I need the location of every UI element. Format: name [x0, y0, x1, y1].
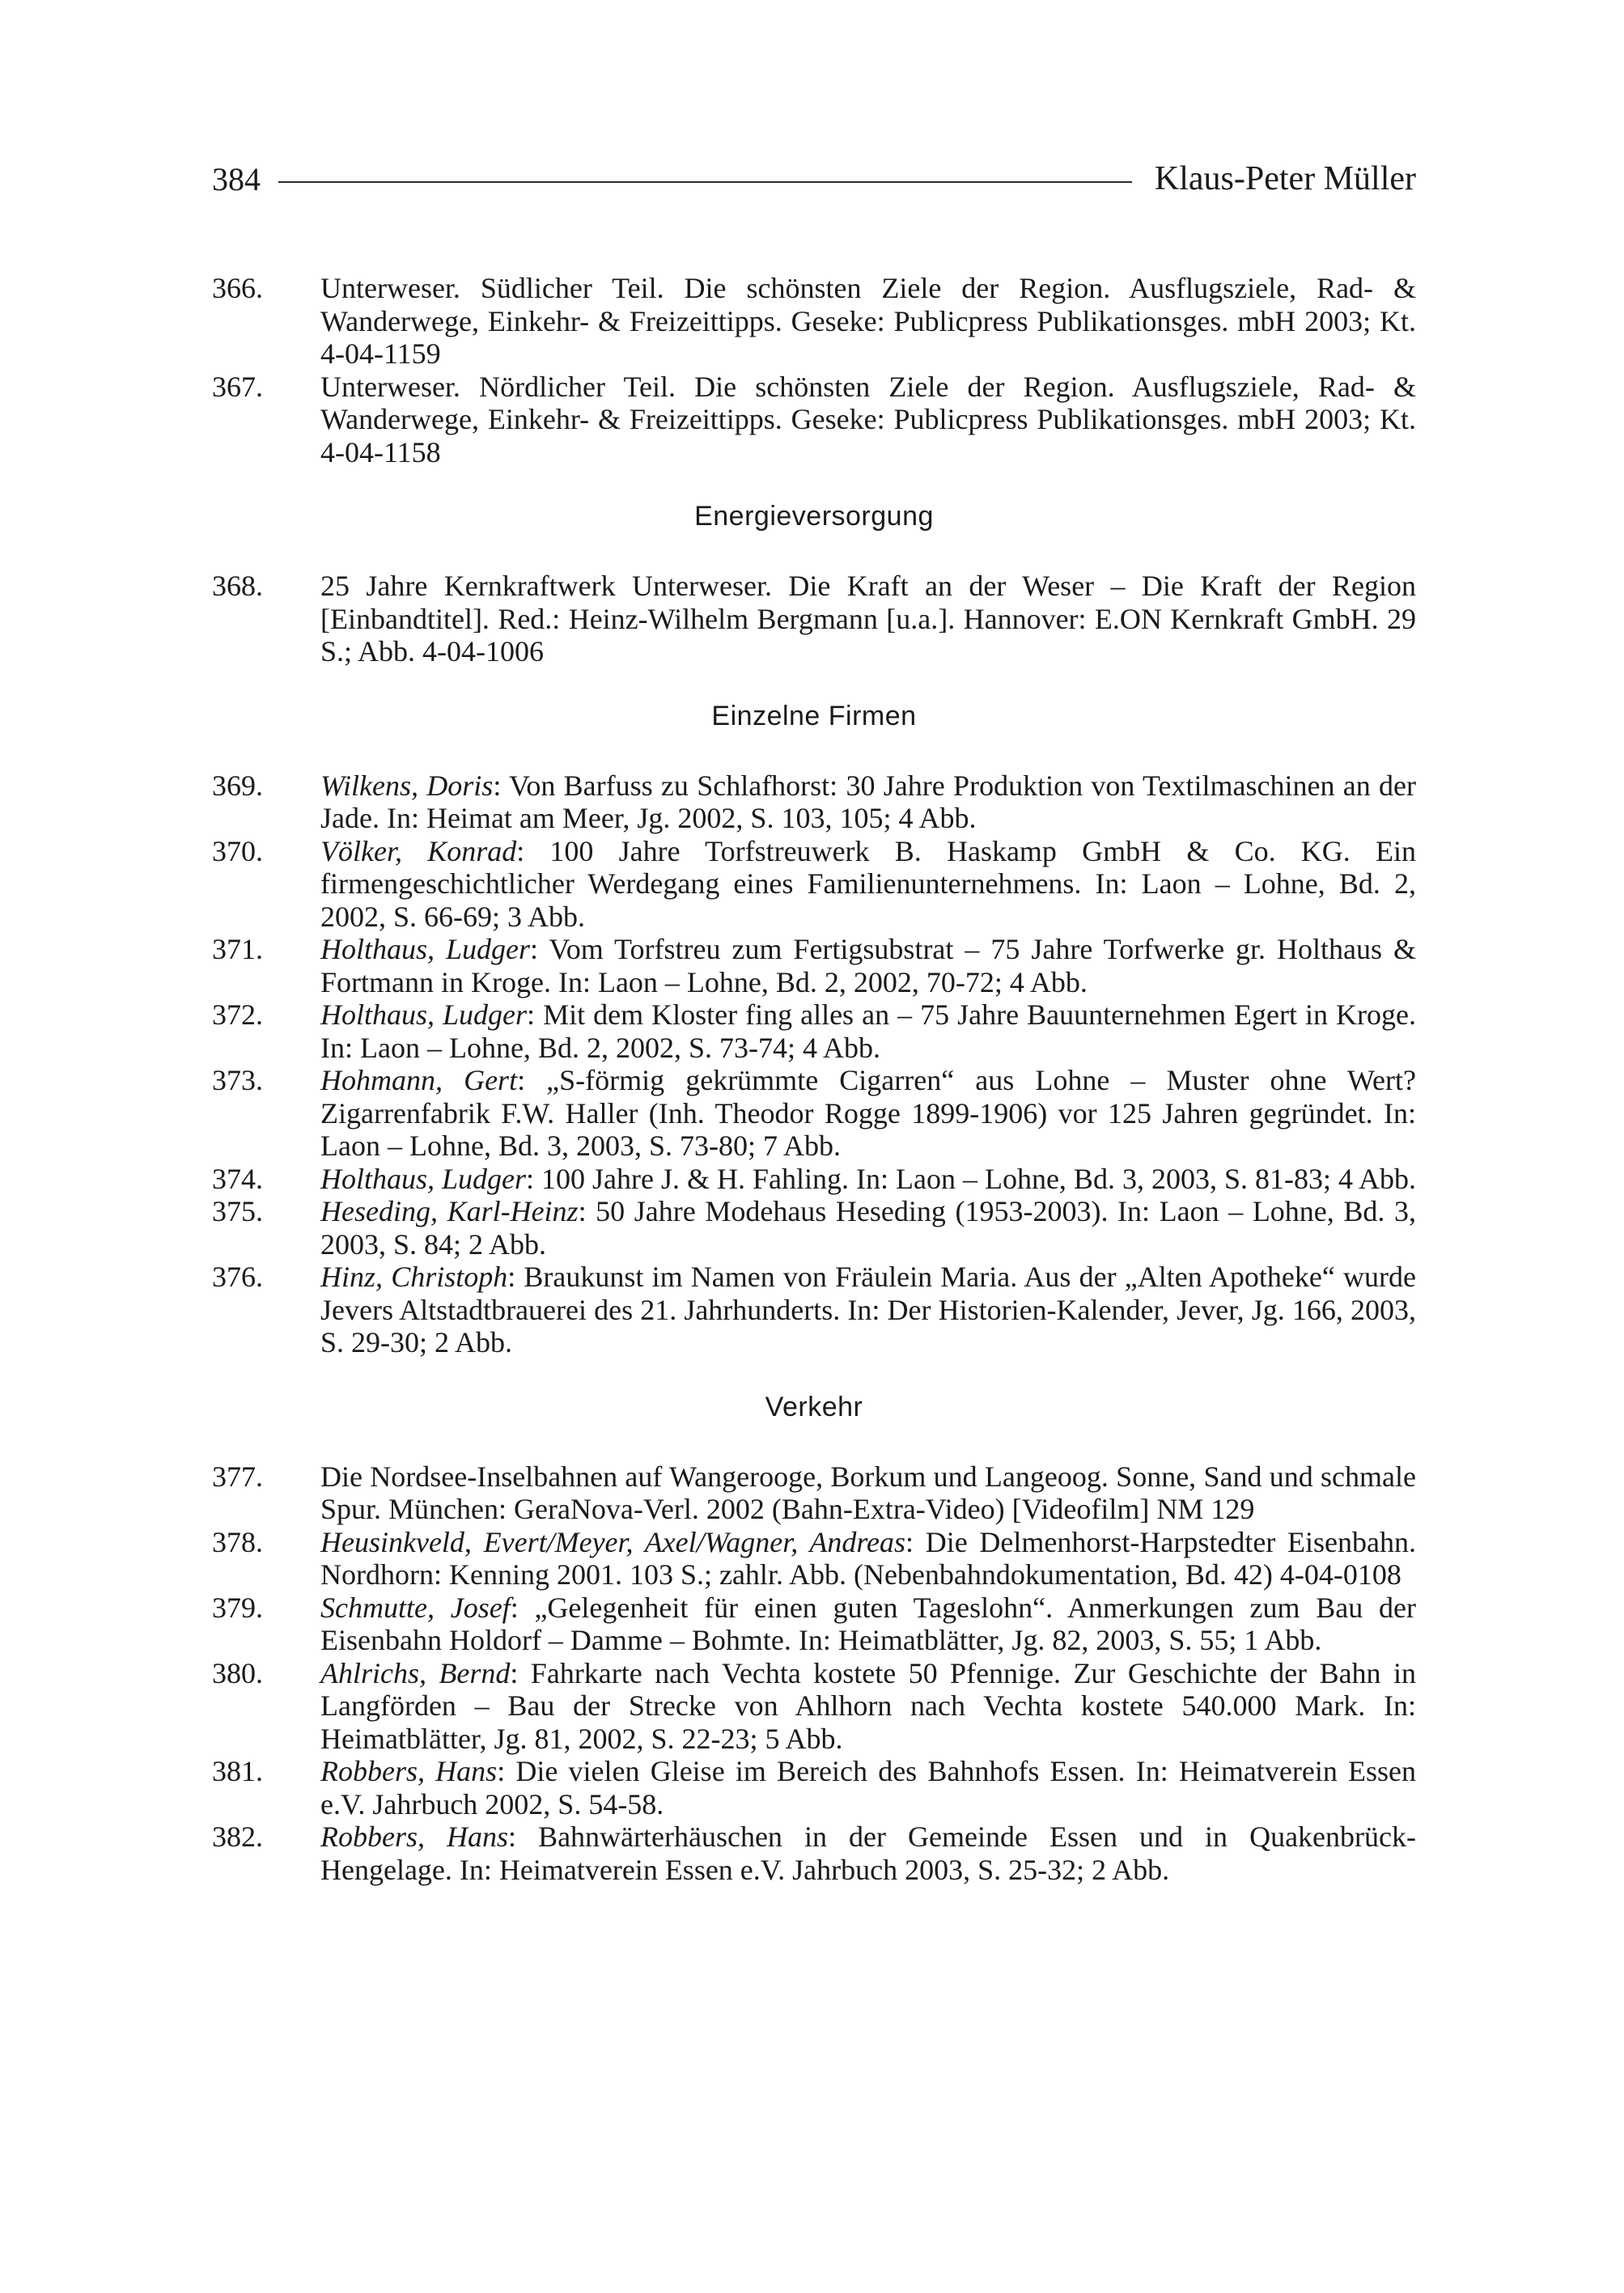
page-number: 384 — [212, 160, 261, 197]
entry-text — [320, 371, 1416, 469]
entry-text — [320, 1195, 1416, 1261]
bibliography-entry — [212, 769, 1416, 835]
entry-number: 370. — [212, 834, 263, 867]
entry-text — [320, 1064, 1416, 1163]
bibliography-entry — [212, 570, 1416, 668]
entry-citation: : Die vielen Gleise im Bereich des Bahnhofs Essen. In: Heimatverein Essen e.V. Jahrbuch 2002, S. 54-58. — [320, 1755, 1416, 1820]
bibliography-entry — [212, 1526, 1416, 1592]
entry-author: Hinz, Christoph — [320, 1261, 508, 1293]
entry-citation: : Mit dem Kloster fing alles an – 75 Jahre Bauunternehmen Egert in Kroge. In: Laon – Lohne, Bd. 2, 2002, S. 73-74; 4 Abb. — [320, 998, 1416, 1064]
entry-citation: : 100 Jahre Torfstreuwerk B. Haskamp GmbH & Co. KG. Ein firmengeschichtlicher Werdegang eines Familienunternehmens. In: Laon – Lohne, Bd. 2, 2002, S. 66-69; 3 Abb. — [320, 834, 1416, 933]
entry-number: 366. — [212, 272, 263, 304]
bibliography-entry — [212, 835, 1416, 934]
bibliography-entry — [212, 1592, 1416, 1657]
entry-citation: : „S-förmig gekrümmte Cigarren“ aus Lohne – Muster ohne Wert? Zigarrenfabrik F.W. Haller (Inh. Theodor Rogge 1899-1906) vor 125 Jahren gegründet. In: Laon – Lohne, Bd. 3, 2003, S. 73-80; 7 Abb. — [320, 1064, 1417, 1162]
bibliography-entry — [212, 1460, 1416, 1526]
entry-number: 367. — [212, 370, 263, 403]
bibliography-entry — [212, 1755, 1416, 1820]
entry-citation: Unterweser. Südlicher Teil. Die schönsten Ziele der Region. Ausflugsziele, Rad- & Wanderwege, Einkehr- & Freizeittipps. Geseke: Publicpress Publikationsges. mbH 2003; Kt. 4-04-1159 — [320, 272, 1416, 370]
entry-text — [320, 1261, 1416, 1359]
entry-number: 376. — [212, 1261, 263, 1293]
entry-text — [320, 1755, 1416, 1820]
entry-author: Robbers, Hans — [320, 1755, 498, 1787]
entry-number: 371. — [212, 933, 263, 965]
entry-citation: : Bahnwärterhäuschen in der Gemeinde Essen und in Quakenbrück-Hengelage. In: Heimatverein Essen e.V. Jahrbuch 2003, S. 25-32; 2 Abb. — [320, 1820, 1416, 1886]
bibliography-entry — [212, 1163, 1416, 1196]
entry-citation: : Von Barfuss zu Schlafhorst: 30 Jahre Produktion von Textilmaschinen an der Jade. In: Heimat am Meer, Jg. 2002, S. 103, 105; 4 Abb. — [320, 769, 1416, 834]
entry-text — [320, 1460, 1416, 1526]
entry-number: 369. — [212, 769, 263, 802]
entry-citation: Die Nordsee-Inselbahnen auf Wangerooge, Borkum und Langeoog. Sonne, Sand und schmale Spur. München: GeraNova-Verl. 2002 (Bahn-Extra-Video) [Videofilm] NM 129 — [320, 1460, 1416, 1525]
entry-citation: : 50 Jahre Modehaus Heseding (1953-2003). In: Laon – Lohne, Bd. 3, 2003, S. 84; 2 Abb. — [320, 1195, 1416, 1261]
entry-text — [320, 272, 1416, 371]
entry-number: 378. — [212, 1525, 263, 1558]
header-rule — [278, 181, 1132, 183]
entry-author: Wilkens, Doris — [320, 769, 494, 802]
entry-text — [320, 1657, 1416, 1756]
entry-text — [320, 1592, 1416, 1657]
entry-number: 372. — [212, 998, 263, 1031]
entry-citation: : Braukunst im Namen von Fräulein Maria. Aus der „Alten Apotheke“ wurde Jevers Altstadtbrauerei des 21. Jahrhunderts. In: Der Historien-Kalender, Jever, Jg. 166, 2003, S. 29-30; 2 Abb. — [320, 1261, 1416, 1358]
entry-citation: : Vom Torfstreu zum Fertigsubstrat – 75 Jahre Torfwerke gr. Holthaus & Fortmann in Kroge. In: Laon – Lohne, Bd. 2, 2002, 70-72; 4 Abb. — [320, 933, 1416, 998]
entry-author: Völker, Konrad — [320, 834, 517, 867]
section-heading: Verkehr — [765, 1391, 863, 1422]
entry-citation: : Fahrkarte nach Vechta kostete 50 Pfennige. Zur Geschichte der Bahn in Langförden – Bau der Strecke von Ahlhorn nach Vechta kostete 540.000 Mark. In: Heimatblätter, Jg. 81, 2002, S. 22-23; 5 Abb. — [320, 1656, 1416, 1755]
bibliography-entry — [212, 272, 1416, 371]
entry-number: 380. — [212, 1656, 263, 1689]
entry-author: Holthaus, Ludger — [320, 1162, 527, 1195]
entry-number: 379. — [212, 1591, 263, 1624]
entry-number: 382. — [212, 1820, 263, 1853]
entry-number: 373. — [212, 1064, 263, 1096]
running-head-author: Klaus-Peter Müller — [1154, 160, 1416, 197]
entry-author: Robbers, Hans — [320, 1820, 509, 1853]
entry-text — [320, 1526, 1416, 1592]
entry-author: Heusinkveld, Evert/Meyer, Axel/Wagner, Andreas — [320, 1525, 905, 1558]
bibliography-content — [212, 272, 1416, 1886]
entry-number: 368. — [212, 570, 263, 602]
entry-citation: Unterweser. Nördlicher Teil. Die schönsten Ziele der Region. Ausflugsziele, Rad- & Wanderwege, Einkehr- & Freizeittipps. Geseke: Publicpress Publikationsges. mbH 2003; Kt. 4-04-1158 — [320, 370, 1416, 468]
entry-citation: : 100 Jahre J. & H. Fahling. In: Laon – Lohne, Bd. 3, 2003, S. 81-83; 4 Abb. — [526, 1162, 1416, 1195]
entry-author: Schmutte, Josef — [320, 1591, 511, 1624]
entry-number: 375. — [212, 1195, 263, 1227]
entry-text — [320, 933, 1416, 998]
entry-author: Hohmann, Gert — [320, 1064, 518, 1096]
bibliography-entry — [212, 933, 1416, 998]
entry-citation: 25 Jahre Kernkraftwerk Unterweser. Die Kraft an der Weser – Die Kraft der Region [Einbandtitel]. Red.: Heinz-Wilhelm Bergmann [u.a.]. Hannover: E.ON Kernkraft GmbH. 29 S.; Abb. 4-04-1006 — [320, 570, 1416, 668]
entry-author: Holthaus, Ludger — [320, 998, 528, 1031]
entry-text — [320, 769, 1416, 835]
bibliography-entry — [212, 1657, 1416, 1756]
entry-text — [320, 835, 1416, 934]
running-head — [212, 159, 1416, 199]
entry-number: 374. — [212, 1162, 263, 1195]
entry-author: Ahlrichs, Bernd — [320, 1656, 511, 1689]
entry-text — [320, 998, 1416, 1064]
entry-citation: : „Gelegenheit für einen guten Tageslohn“. Anmerkungen zum Bau der Eisenbahn Holdorf – Damme – Bohmte. In: Heimatblätter, Jg. 82, 2003, S. 55; 1 Abb. — [320, 1591, 1416, 1656]
entry-text — [320, 1163, 1416, 1196]
section-heading: Energieversorgung — [694, 501, 934, 532]
bibliography-entry — [212, 371, 1416, 469]
section-heading: Einzelne Firmen — [711, 700, 917, 731]
bibliography-entry — [212, 1261, 1416, 1359]
bibliography-entry — [212, 1195, 1416, 1261]
entry-author: Heseding, Karl-Heinz — [320, 1195, 579, 1227]
bibliography-entry — [212, 1064, 1416, 1163]
entry-citation: : Die Delmenhorst-Harpstedter Eisenbahn. Nordhorn: Kenning 2001. 103 S.; zahlr. Abb. (Nebenbahndokumentation, Bd. 42) 4-04-0108 — [320, 1525, 1416, 1591]
bibliography-entry — [212, 1820, 1416, 1886]
entry-number: 377. — [212, 1460, 263, 1493]
entry-author: Holthaus, Ludger — [320, 933, 531, 965]
bibliography-entry — [212, 998, 1416, 1064]
entry-text — [320, 570, 1416, 668]
entry-text — [320, 1820, 1416, 1886]
entry-number: 381. — [212, 1755, 263, 1787]
